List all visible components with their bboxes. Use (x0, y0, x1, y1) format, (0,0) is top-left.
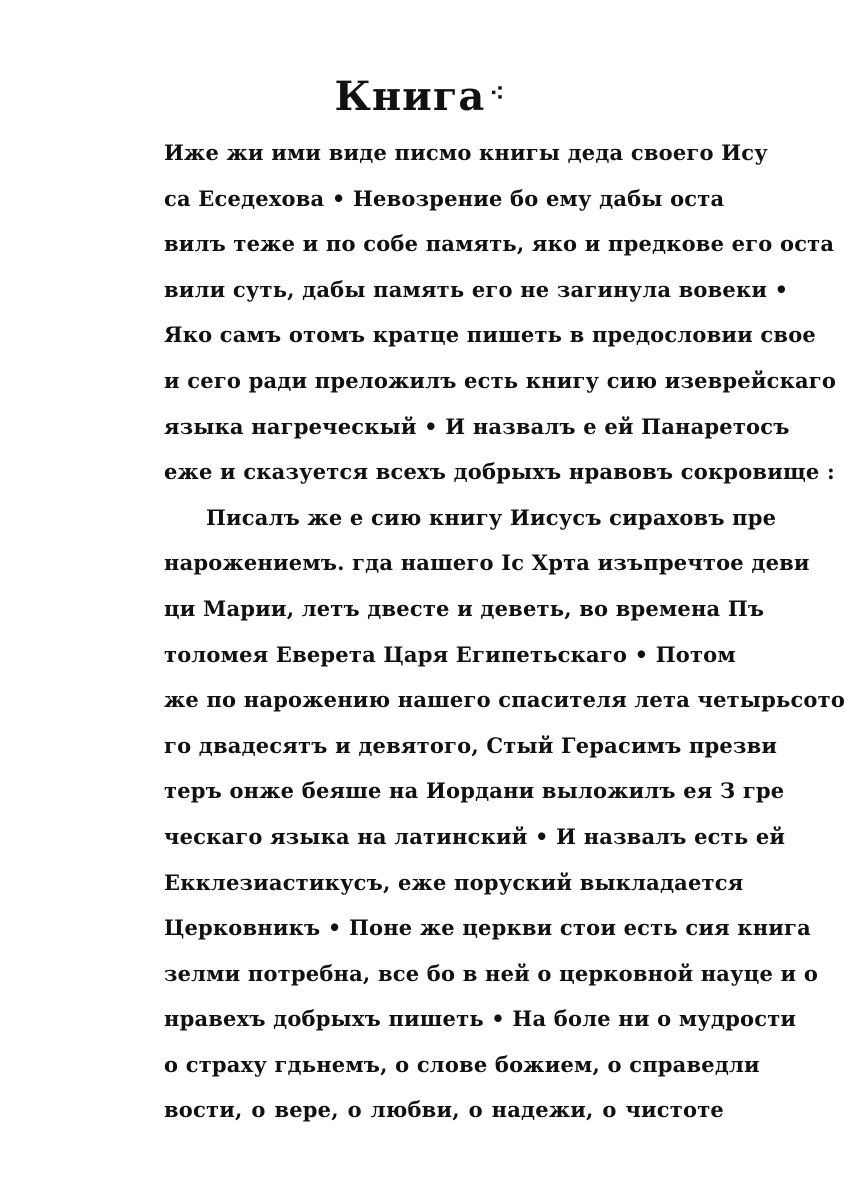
body-text (164, 130, 845, 1133)
text-line: Иже жи ими виде писмо книгы деда своего Ису (164, 140, 768, 165)
text-line: са Еседехова • Невозрение бо ему дабы оста (164, 185, 725, 211)
text-line: вилъ теже и по собе память, яко и предкове его оста (164, 231, 835, 257)
text-line: Церковникъ • Поне же церкви стои есть сия книга (164, 915, 811, 941)
text-line: толомея Еверета Царя Египетьскаго • Потом (164, 641, 736, 667)
text-line: нарожениемъ. гда нашего Іс Хрта изъпречтое деви (164, 550, 810, 576)
text-line: го двадесятъ и девятого, Стый Герасимъ презви (164, 732, 778, 758)
text-line-paragraph-start: Писалъ же е сию книгу Иисусъ сираховъ пре (206, 504, 777, 530)
text-line: же по нарожению нашего спасителя лета четырьсото (164, 687, 845, 713)
text-line: ци Марии, летъ двесте и деветь, во времена Пъ (164, 595, 765, 621)
page-title (0, 66, 840, 125)
text-line: зелми потребна, все бо в ней о церковной науце и о (164, 960, 819, 986)
text-line: нравехъ добрыхъ пишеть • На боле ни о мудрости (164, 1006, 797, 1032)
text-line: о страху гдьнемъ, о слове божием, о справедли (164, 1051, 760, 1077)
text-line: вили суть, дабы память его не загинула вовеки • (164, 276, 789, 302)
text-line: Екклезиастикусъ, еже поруский выкладается (164, 869, 744, 895)
text-line: теръ онже беяше на Иордани выложилъ ея З гре (164, 778, 785, 804)
text-line: Яко самъ отомъ кратце пишеть в предословии свое (164, 322, 816, 348)
text-line: языка нагреческый • И назвалъ е ей Панаретосъ (164, 413, 790, 439)
title-text: Книга (334, 73, 486, 120)
text-line: и сего ради преложилъ есть книгу сию изеврейскаго (164, 367, 837, 393)
title-ornament: ⁖ (489, 79, 506, 109)
text-line: ческаго языка на латинский • И назвалъ есть ей (164, 823, 786, 849)
text-line: еже и сказуется всехъ добрыхъ нравовъ сокровище : (164, 459, 835, 485)
text-line: вости, о вере, о любви, о надежи, о чистоте (164, 1097, 724, 1123)
